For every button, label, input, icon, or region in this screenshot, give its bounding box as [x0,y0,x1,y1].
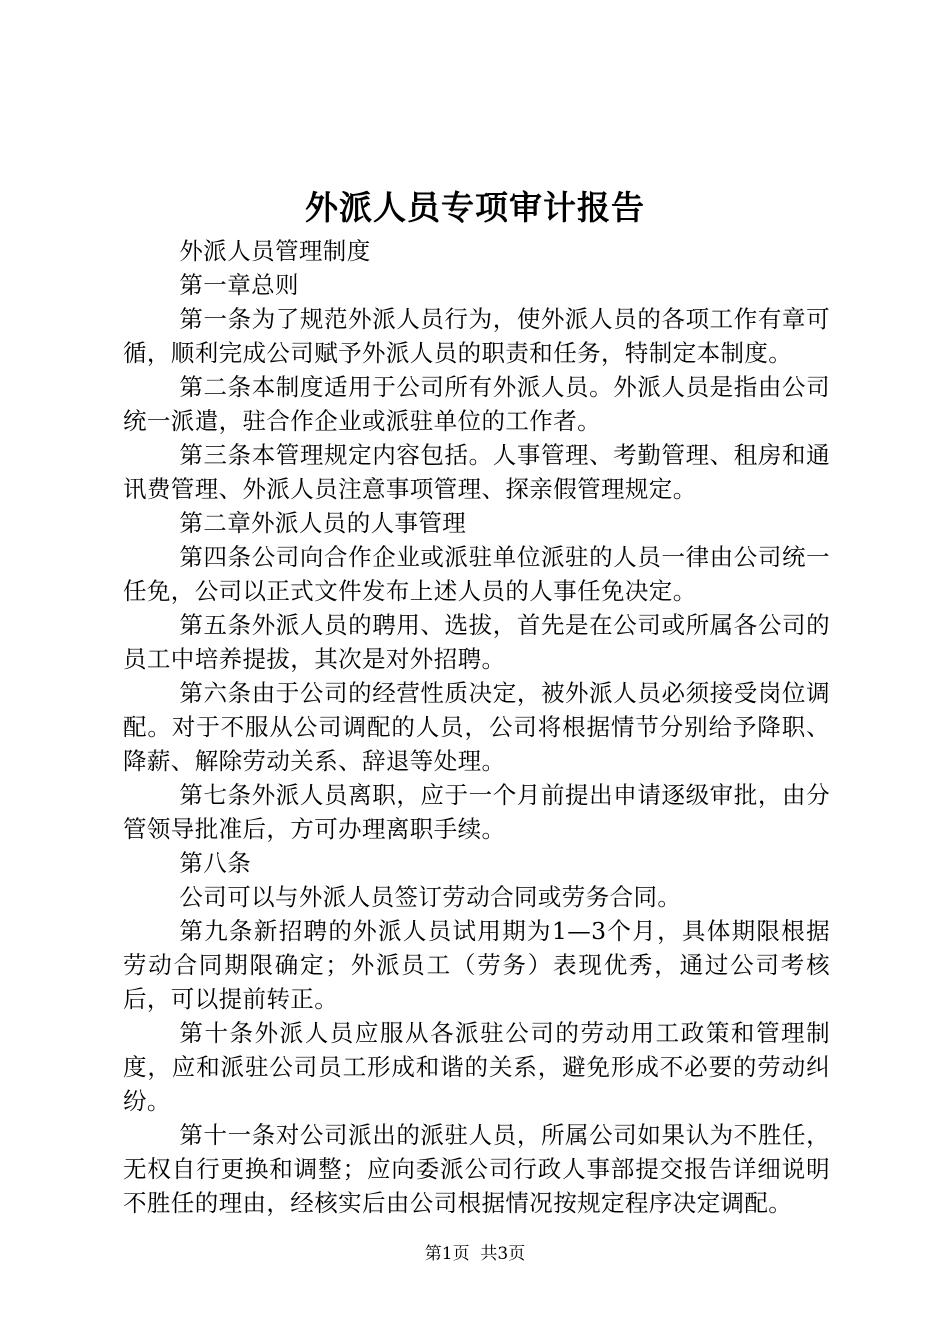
chapter-heading: 第一章总则 [179,271,299,299]
paragraph-heading: 外派人员管理制度 [179,237,371,265]
document-body [123,234,830,1220]
document-title: 外派人员专项审计报告 [305,188,645,227]
article-paragraph: 第八条 [179,849,252,877]
chapter-heading: 第二章外派人员的人事管理 [179,509,467,537]
article-paragraph: 第三条本管理规定内容包括。人事管理、考勤管理、租房和通讯费管理、外派人员注意事项管理、探亲假管理规定。 [123,441,830,503]
article-paragraph: 第七条外派人员离职，应于一个月前提出申请逐级审批，由分管领导批准后，方可办理离职手续。 [123,781,830,843]
article-paragraph: 第六条由于公司的经营性质决定，被外派人员必须接受岗位调配。对于不服从公司调配的人员，公司将根据情节分别给予降职、降薪、解除劳动关系、辞退等处理。 [123,679,830,775]
article-paragraph: 第十一条对公司派出的派驻人员，所属公司如果认为不胜任，无权自行更换和调整；应向委派公司行政人事部提交报告详细说明不胜任的理由，经核实后由公司根据情况按规定程序决定调配。 [123,1121,830,1217]
article-paragraph: 第四条公司向合作企业或派驻单位派驻的人员一律由公司统一任免，公司以正式文件发布上述人员的人事任免决定。 [123,543,830,605]
page-footer: 第1页 共3页 [424,1244,526,1264]
article-paragraph: 第十条外派人员应服从各派驻公司的劳动用工政策和管理制度，应和派驻公司员工形成和谐的关系，避免形成不必要的劳动纠纷。 [123,1019,830,1115]
article-paragraph: 第九条新招聘的外派人员试用期为1—3个月，具体期限根据劳动合同期限确定；外派员工（劳务）表现优秀，通过公司考核后，可以提前转正。 [123,917,830,1013]
article-paragraph: 公司可以与外派人员签订劳动合同或劳务合同。 [179,883,682,911]
article-paragraph: 第二条本制度适用于公司所有外派人员。外派人员是指由公司统一派遣，驻合作企业或派驻单位的工作者。 [123,373,830,435]
article-paragraph: 第一条为了规范外派人员行为，使外派人员的各项工作有章可循，顺利完成公司赋予外派人员的职责和任务，特制定本制度。 [123,305,830,367]
article-paragraph: 第五条外派人员的聘用、选拔，首先是在公司或所属各公司的员工中培养提拔，其次是对外招聘。 [123,611,830,673]
